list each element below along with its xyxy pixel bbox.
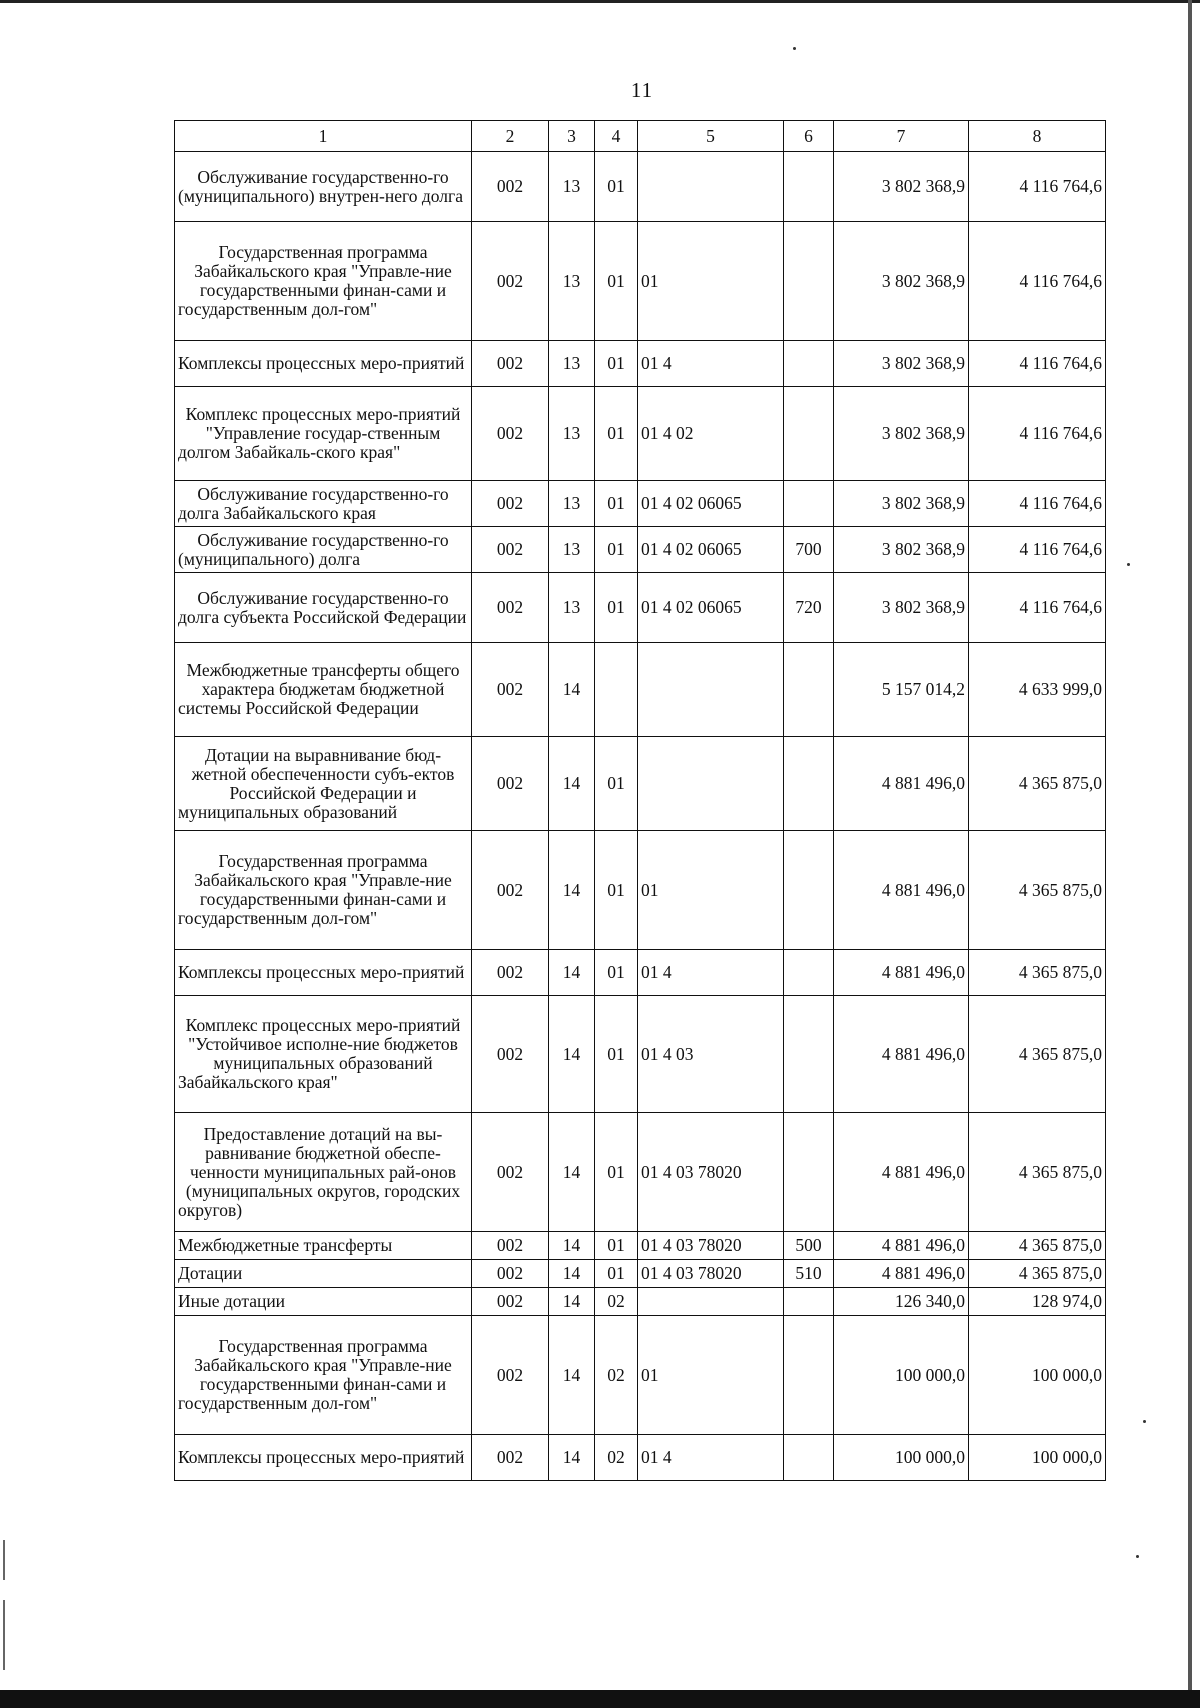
cell-target-item [638,152,784,222]
cell-target-item: 01 [638,831,784,950]
scan-speck [1127,563,1130,566]
scan-border-bottom [0,1690,1200,1708]
row-name: Межбюджетные трансферты общего характера бюджетам бюджетной системы Российской Федерации [175,643,472,737]
cell-amount-year-1: 4 881 496,0 [834,1232,969,1260]
table-header-row [175,121,1106,152]
cell-expense-type: 700 [784,527,834,573]
cell-target-item: 01 [638,1316,784,1435]
scan-mark-left [3,1600,5,1670]
cell-expense-type [784,643,834,737]
cell-target-item: 01 4 [638,1435,784,1481]
cell-target-item: 01 4 02 06065 [638,573,784,643]
cell-target-item: 01 [638,222,784,341]
row-name: Государственная программа Забайкальского края "Управле-ние государственными финан-сами и государственным дол-гом" [175,1316,472,1435]
cell-amount-year-2: 4 365 875,0 [969,950,1106,996]
cell-section: 14 [549,1232,595,1260]
cell-amount-year-2: 4 365 875,0 [969,1232,1106,1260]
cell-amount-year-1: 126 340,0 [834,1288,969,1316]
table-row [175,1288,1106,1316]
table-row [175,1113,1106,1232]
cell-subsection: 02 [595,1435,638,1481]
cell-amount-year-2: 4 633 999,0 [969,643,1106,737]
cell-amount-year-2: 4 365 875,0 [969,996,1106,1113]
cell-target-item: 01 4 03 78020 [638,1232,784,1260]
cell-amount-year-2: 4 116 764,6 [969,527,1106,573]
column-header: 6 [784,121,834,152]
cell-section: 14 [549,996,595,1113]
row-name: Комплекс процессных меро-приятий "Управление государ-ственным долгом Забайкаль-ского края" [175,387,472,481]
cell-subsection: 01 [595,831,638,950]
cell-target-item: 01 4 02 06065 [638,527,784,573]
cell-subsection: 01 [595,573,638,643]
cell-section: 14 [549,950,595,996]
row-name: Межбюджетные трансферты [175,1232,472,1260]
column-header: 1 [175,121,472,152]
scan-border-top [0,0,1200,3]
column-header: 3 [549,121,595,152]
row-name: Обслуживание государственно-го (муниципального) долга [175,527,472,573]
cell-amount-year-2: 4 365 875,0 [969,831,1106,950]
cell-section: 13 [549,387,595,481]
cell-amount-year-2: 4 116 764,6 [969,573,1106,643]
row-name: Обслуживание государственно-го (муниципального) внутрен-него долга [175,152,472,222]
cell-amount-year-1: 4 881 496,0 [834,831,969,950]
table-row [175,831,1106,950]
cell-amount-year-2: 4 116 764,6 [969,341,1106,387]
cell-amount-year-1: 4 881 496,0 [834,996,969,1113]
cell-subsection: 01 [595,481,638,527]
cell-ministry-code: 002 [472,643,549,737]
row-name: Дотации на выравнивание бюд-жетной обеспеченности субъ-ектов Российской Федерации и муниципальных образований [175,737,472,831]
table-row [175,1232,1106,1260]
cell-subsection: 01 [595,1113,638,1232]
cell-expense-type [784,222,834,341]
cell-amount-year-2: 4 116 764,6 [969,152,1106,222]
cell-section: 14 [549,1435,595,1481]
cell-amount-year-1: 100 000,0 [834,1316,969,1435]
cell-ministry-code: 002 [472,1260,549,1288]
cell-target-item: 01 4 03 78020 [638,1260,784,1288]
cell-subsection: 01 [595,1260,638,1288]
cell-amount-year-2: 4 365 875,0 [969,1260,1106,1288]
row-name: Обслуживание государственно-го долга Забайкальского края [175,481,472,527]
cell-amount-year-2: 100 000,0 [969,1316,1106,1435]
scan-border-right [1188,0,1192,1708]
cell-expense-type: 720 [784,573,834,643]
cell-ministry-code: 002 [472,1316,549,1435]
row-name: Комплексы процессных меро-приятий [175,341,472,387]
cell-subsection: 01 [595,527,638,573]
cell-section: 13 [549,527,595,573]
cell-expense-type [784,950,834,996]
cell-ministry-code: 002 [472,1288,549,1316]
row-name: Комплексы процессных меро-приятий [175,950,472,996]
cell-ministry-code: 002 [472,527,549,573]
budget-table [174,120,1106,1481]
cell-amount-year-2: 128 974,0 [969,1288,1106,1316]
cell-subsection: 01 [595,387,638,481]
cell-amount-year-2: 4 365 875,0 [969,737,1106,831]
table-row [175,1316,1106,1435]
cell-ministry-code: 002 [472,481,549,527]
column-header: 7 [834,121,969,152]
cell-ministry-code: 002 [472,573,549,643]
cell-amount-year-2: 100 000,0 [969,1435,1106,1481]
table-row [175,643,1106,737]
cell-amount-year-1: 3 802 368,9 [834,387,969,481]
table-row [175,1260,1106,1288]
cell-target-item [638,737,784,831]
table-row [175,387,1106,481]
cell-subsection: 02 [595,1316,638,1435]
cell-target-item: 01 4 03 78020 [638,1113,784,1232]
cell-amount-year-2: 4 365 875,0 [969,1113,1106,1232]
cell-amount-year-2: 4 116 764,6 [969,222,1106,341]
cell-amount-year-2: 4 116 764,6 [969,481,1106,527]
cell-expense-type [784,996,834,1113]
cell-subsection: 02 [595,1288,638,1316]
cell-ministry-code: 002 [472,387,549,481]
cell-expense-type [784,1435,834,1481]
cell-expense-type [784,152,834,222]
row-name: Комплексы процессных меро-приятий [175,1435,472,1481]
cell-section: 13 [549,573,595,643]
table-row [175,341,1106,387]
cell-amount-year-1: 3 802 368,9 [834,222,969,341]
row-name: Обслуживание государственно-го долга субъекта Российской Федерации [175,573,472,643]
cell-ministry-code: 002 [472,1113,549,1232]
table-row [175,527,1106,573]
row-name: Государственная программа Забайкальского края "Управле-ние государственными финан-сами и государственным дол-гом" [175,222,472,341]
cell-subsection: 01 [595,737,638,831]
cell-section: 14 [549,737,595,831]
table-row [175,950,1106,996]
table-row [175,152,1106,222]
scan-speck [1143,1420,1146,1423]
cell-expense-type [784,387,834,481]
cell-subsection [595,643,638,737]
cell-amount-year-1: 4 881 496,0 [834,950,969,996]
cell-section: 14 [549,1113,595,1232]
cell-expense-type [784,341,834,387]
cell-expense-type [784,1288,834,1316]
cell-ministry-code: 002 [472,1232,549,1260]
cell-target-item: 01 4 03 [638,996,784,1113]
table-row [175,1435,1106,1481]
column-header: 4 [595,121,638,152]
cell-ministry-code: 002 [472,341,549,387]
cell-target-item: 01 4 02 06065 [638,481,784,527]
cell-section: 13 [549,481,595,527]
row-name: Дотации [175,1260,472,1288]
row-name: Предоставление дотаций на вы-равнивание бюджетной обеспе-ченности муниципальных рай-онов (муниципальных округов, городских округов) [175,1113,472,1232]
cell-ministry-code: 002 [472,996,549,1113]
page-number: 11 [630,78,654,102]
cell-section: 14 [549,1260,595,1288]
cell-expense-type: 510 [784,1260,834,1288]
cell-ministry-code: 002 [472,222,549,341]
cell-target-item: 01 4 02 [638,387,784,481]
cell-ministry-code: 002 [472,152,549,222]
table-row [175,737,1106,831]
cell-section: 14 [549,643,595,737]
cell-ministry-code: 002 [472,950,549,996]
row-name: Комплекс процессных меро-приятий "Устойчивое исполне-ние бюджетов муниципальных образований Забайкальского края" [175,996,472,1113]
cell-amount-year-1: 3 802 368,9 [834,481,969,527]
cell-section: 14 [549,1288,595,1316]
cell-subsection: 01 [595,341,638,387]
cell-amount-year-1: 3 802 368,9 [834,527,969,573]
cell-amount-year-1: 3 802 368,9 [834,152,969,222]
row-name: Государственная программа Забайкальского края "Управле-ние государственными финан-сами и государственным дол-гом" [175,831,472,950]
cell-target-item [638,1288,784,1316]
cell-target-item [638,643,784,737]
table-row [175,222,1106,341]
cell-section: 13 [549,341,595,387]
cell-amount-year-1: 5 157 014,2 [834,643,969,737]
cell-ministry-code: 002 [472,831,549,950]
cell-ministry-code: 002 [472,1435,549,1481]
cell-expense-type [784,737,834,831]
cell-amount-year-1: 4 881 496,0 [834,1113,969,1232]
column-header: 8 [969,121,1106,152]
cell-amount-year-1: 100 000,0 [834,1435,969,1481]
column-header: 2 [472,121,549,152]
cell-amount-year-1: 4 881 496,0 [834,737,969,831]
cell-section: 14 [549,1316,595,1435]
cell-section: 14 [549,831,595,950]
cell-subsection: 01 [595,1232,638,1260]
table-row [175,481,1106,527]
cell-target-item: 01 4 [638,950,784,996]
cell-ministry-code: 002 [472,737,549,831]
cell-amount-year-1: 3 802 368,9 [834,573,969,643]
cell-amount-year-1: 4 881 496,0 [834,1260,969,1288]
cell-amount-year-2: 4 116 764,6 [969,387,1106,481]
row-name: Иные дотации [175,1288,472,1316]
scan-speck [1136,1555,1139,1558]
column-header: 5 [638,121,784,152]
cell-section: 13 [549,222,595,341]
cell-amount-year-1: 3 802 368,9 [834,341,969,387]
table-row [175,573,1106,643]
cell-expense-type [784,1316,834,1435]
scan-mark-left [3,1540,5,1580]
cell-expense-type [784,1113,834,1232]
cell-target-item: 01 4 [638,341,784,387]
table-row [175,996,1106,1113]
cell-subsection: 01 [595,222,638,341]
cell-subsection: 01 [595,950,638,996]
scan-speck [793,47,796,50]
cell-subsection: 01 [595,152,638,222]
cell-expense-type: 500 [784,1232,834,1260]
cell-expense-type [784,481,834,527]
cell-subsection: 01 [595,996,638,1113]
cell-expense-type [784,831,834,950]
cell-section: 13 [549,152,595,222]
